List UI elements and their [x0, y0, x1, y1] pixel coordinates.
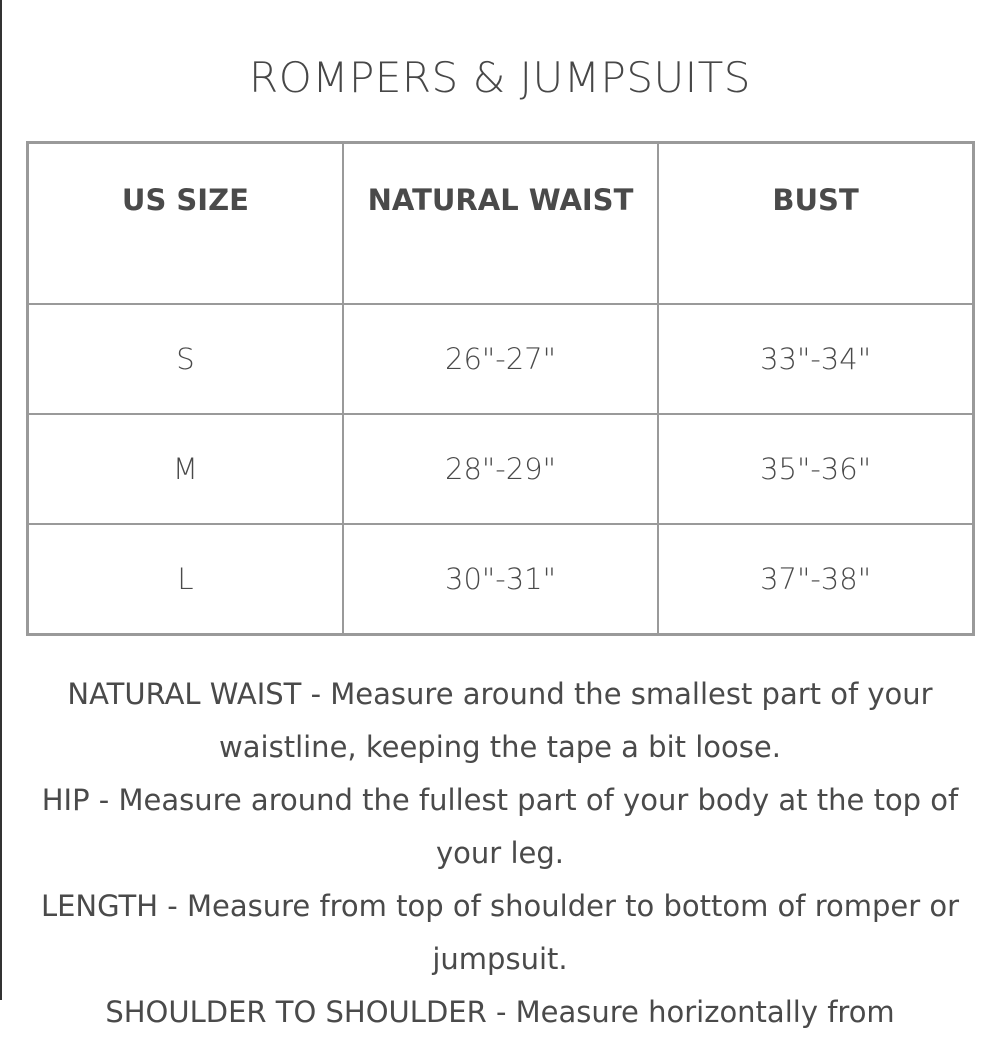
cell-natural-waist: 30"-31": [343, 524, 658, 635]
cell-bust: 37"-38": [658, 524, 973, 635]
cell-natural-waist: 26"-27": [343, 304, 658, 414]
table-header-row: [28, 143, 974, 304]
header-natural-waist: NATURAL WAIST: [343, 143, 658, 304]
note-length: LENGTH - Measure from top of shoulder to bottom of romper or jumpsuit.: [40, 889, 960, 976]
page-title: ROMPERS & JUMPSUITS: [249, 53, 751, 103]
cell-bust: 35"-36": [658, 414, 973, 524]
table-row: [28, 524, 974, 635]
size-chart-table: [26, 141, 975, 636]
cell-size: L: [28, 524, 343, 635]
table-row: [28, 414, 974, 524]
note-hip: HIP - Measure around the fullest part of your body at the top of your leg.: [41, 783, 959, 870]
table-row: [28, 304, 974, 414]
cell-size: S: [28, 304, 343, 414]
measurement-notes: [0, 668, 1000, 1039]
note-shoulder-to-shoulder: SHOULDER TO SHOULDER - Measure horizontally from: [105, 995, 895, 1029]
cell-bust: 33"-34": [658, 304, 973, 414]
header-bust: BUST: [658, 143, 973, 304]
note-natural-waist: NATURAL WAIST - Measure around the smallest part of your waistline, keeping the tape a bit loose.: [67, 677, 933, 764]
header-us-size: US SIZE: [28, 143, 343, 304]
cell-size: M: [28, 414, 343, 524]
cell-natural-waist: 28"-29": [343, 414, 658, 524]
